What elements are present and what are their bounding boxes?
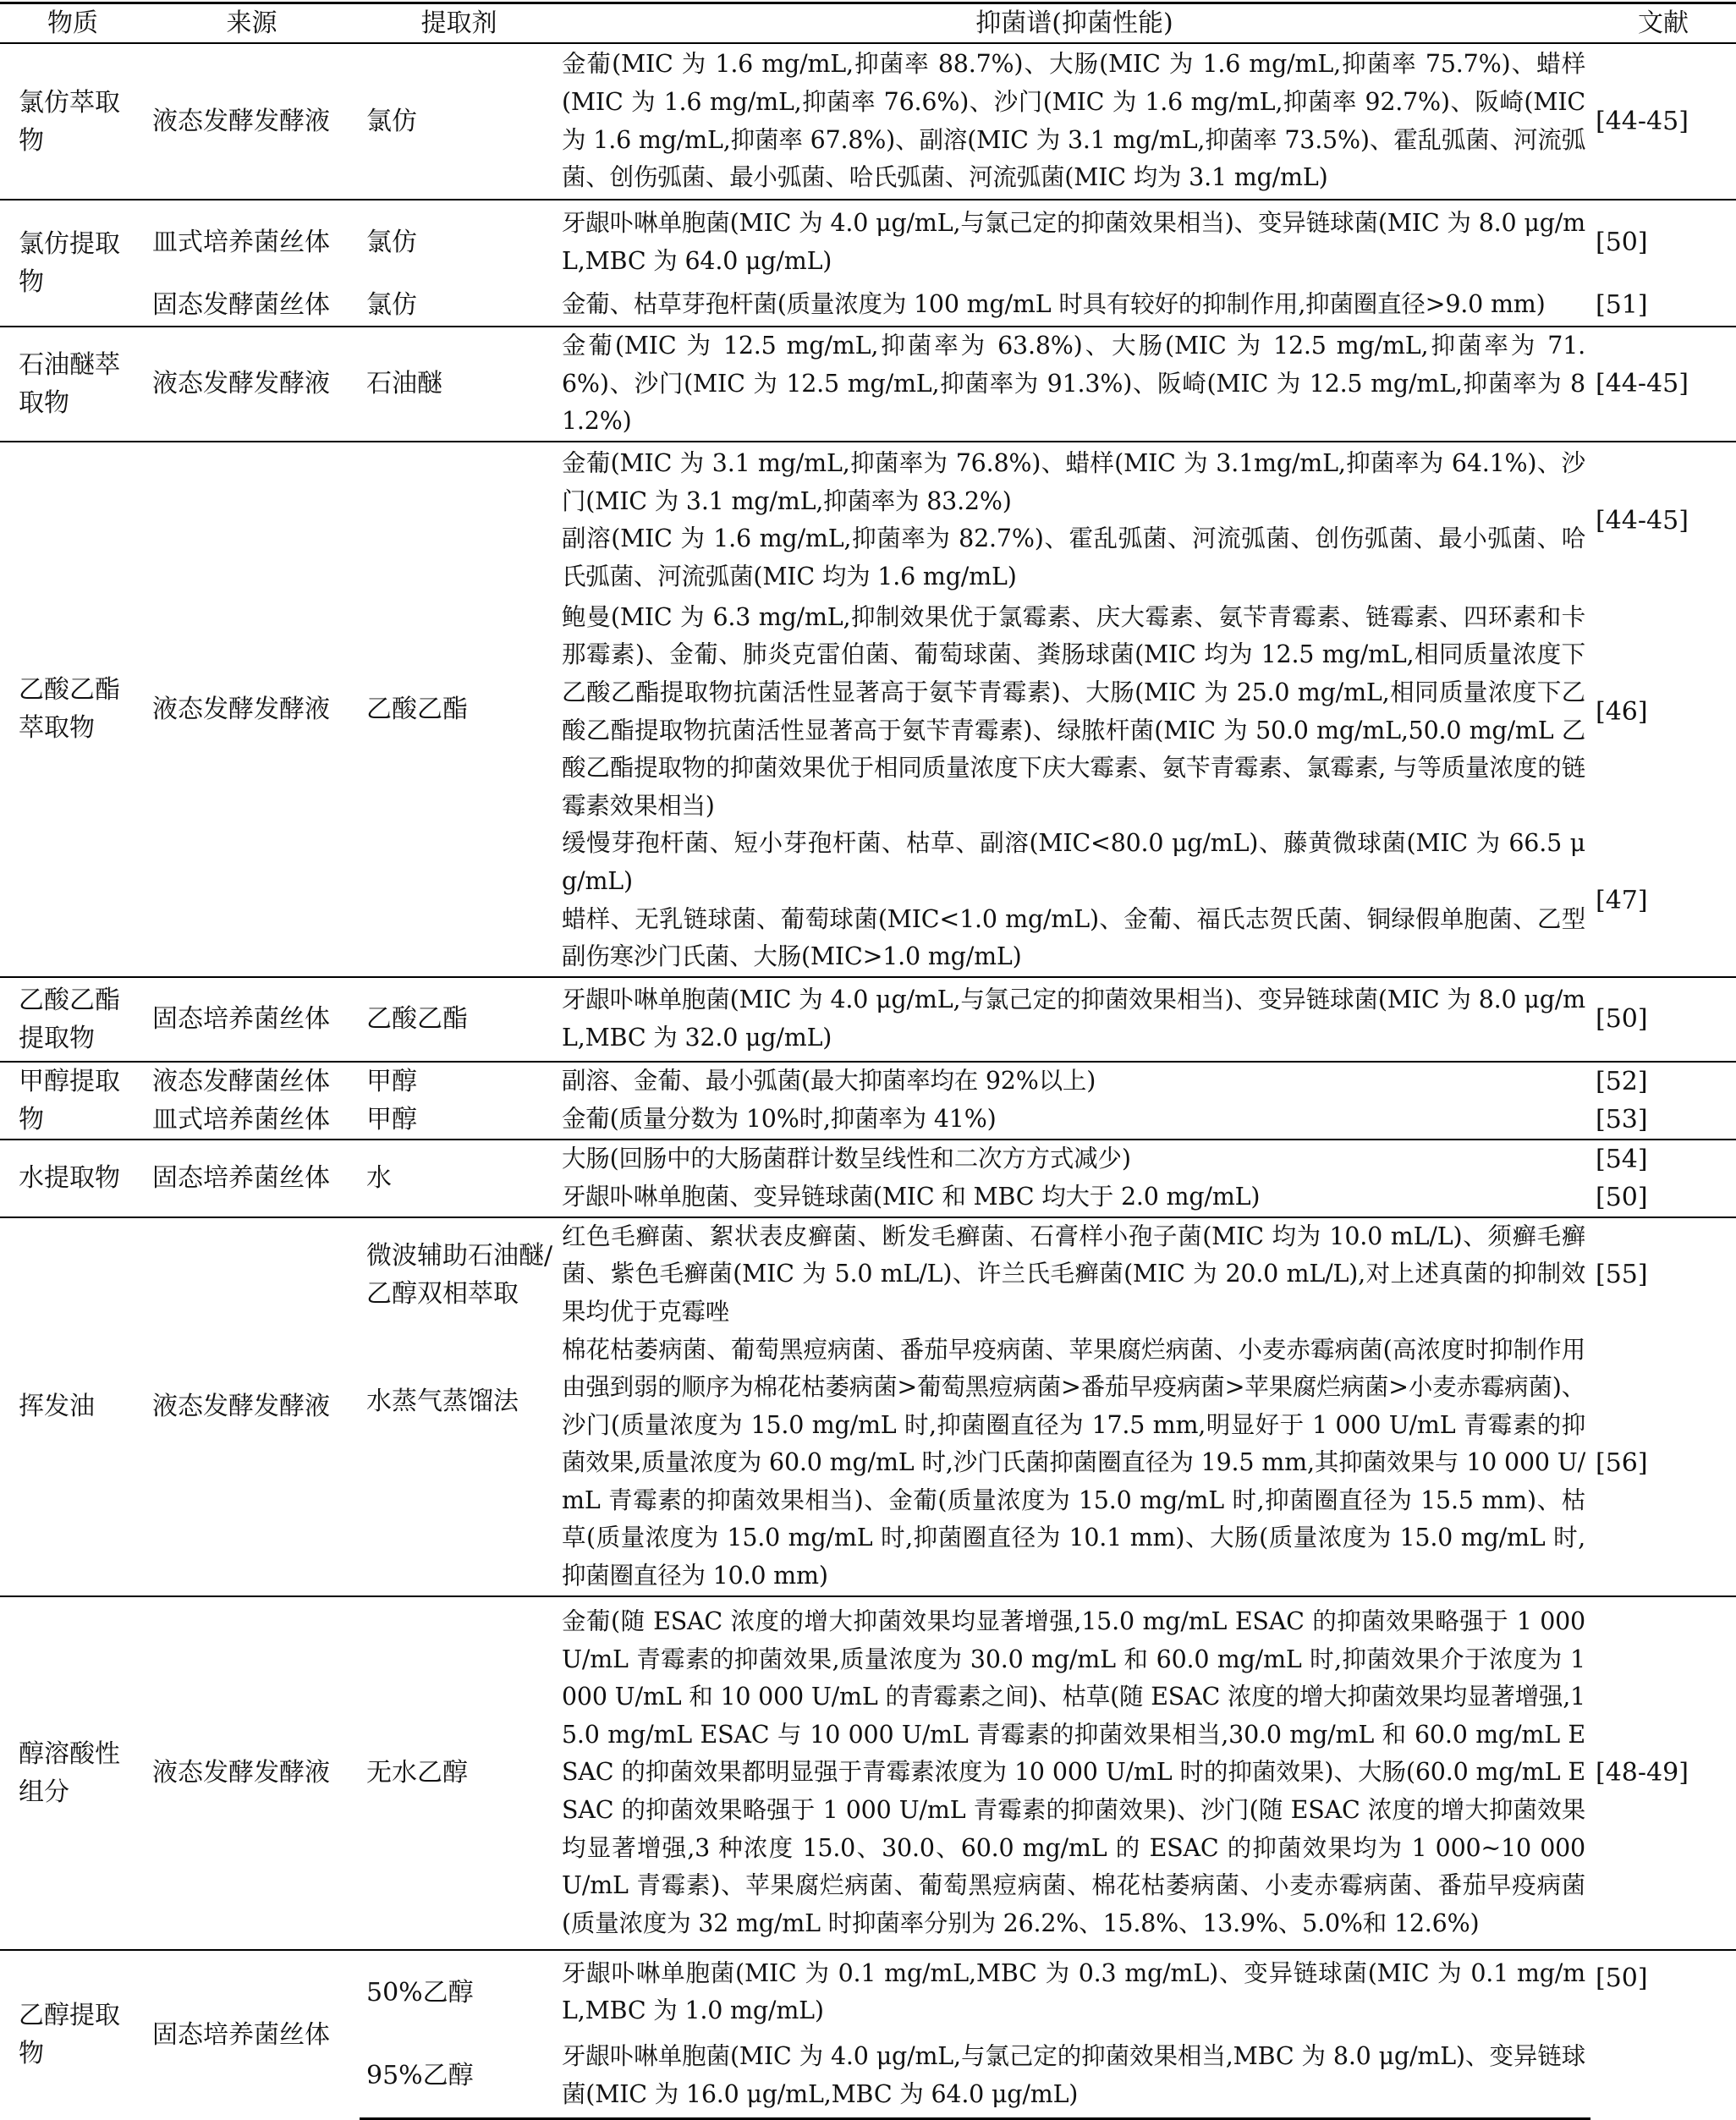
extractant-cell: 氯仿 <box>360 43 558 200</box>
substance-name: 乙酸乙酯提取物 <box>0 977 144 1062</box>
spectrum-para: 缓慢芽孢杆菌、短小芽孢杆菌、枯草、副溶(MIC<80.0 μg/mL)、藤黄微球菌(MIC 为 66.5 μg/mL) <box>562 829 1585 895</box>
reference-cell: [50] <box>1590 200 1736 284</box>
extractant-cell: 氯仿 <box>360 200 558 284</box>
spectrum-cell: 牙龈卟啉单胞菌(MIC 为 4.0 μg/mL,与氯己定的抑菌效果相当)、变异链球菌(MIC 为 8.0 μg/mL,MBC 为 32.0 μg/mL) <box>558 977 1590 1062</box>
extractant-cell: 50%乙醇 <box>360 1950 558 2035</box>
spectrum-cell: 牙龈卟啉单胞菌(MIC 为 4.0 μg/mL,与氯己定的抑菌效果相当)、变异链球菌(MIC 为 8.0 μg/mL,MBC 为 64.0 μg/mL) <box>558 200 1590 284</box>
table-row <box>0 1217 1736 1332</box>
table-row <box>0 200 1736 284</box>
spectrum-cell: 牙龈卟啉单胞菌(MIC 为 0.1 mg/mL,MBC 为 0.3 mg/mL)、变异链球菌(MIC 为 0.1 mg/mL,MBC 为 1.0 mg/mL) <box>558 1950 1590 2035</box>
extractant-cell: 石油醚 <box>360 327 558 442</box>
reference-cell: [50] <box>1590 1950 1736 2119</box>
substance-name: 乙醇提取物 <box>0 1950 144 2119</box>
source-cell: 固态发酵菌丝体 <box>152 290 330 320</box>
source-cell: 液态发酵发酵液 <box>144 327 360 442</box>
table-row <box>0 1062 1736 1101</box>
header-source: 来源 <box>144 3 360 44</box>
reference-cell: [44-45] <box>1590 442 1736 599</box>
substance-name: 挥发油 <box>0 1217 144 1596</box>
antibacterial-table <box>0 2 1736 2120</box>
reference-cell: [46] <box>1596 697 1648 728</box>
extractant-cell: 水 <box>360 1140 558 1217</box>
reference-cell: [47] <box>1596 886 1648 916</box>
extractant-cell: 甲醇 <box>360 1062 558 1101</box>
source-cell: 皿式培养菌丝体 <box>144 200 360 284</box>
source-cell: 皿式培养菌丝体 <box>152 1104 330 1134</box>
table-row <box>0 327 1736 442</box>
source-cell: 液态发酵菌丝体 <box>144 1062 360 1101</box>
table-row <box>0 1596 1736 1950</box>
substance-name: 石油醚萃取物 <box>0 327 144 442</box>
spectrum-cell: 牙龈卟啉单胞菌(MIC 为 4.0 μg/mL,与氯己定的抑菌效果相当,MBC 为 8.0 μg/mL)、变异链球菌(MIC 为 16.0 μg/mL,MBC 为 64.0 μg/mL) <box>558 2035 1590 2119</box>
reference-cell: [55] <box>1590 1217 1736 1332</box>
substance-name: 甲醇提取物 <box>0 1062 144 1140</box>
spectrum-cell: 红色毛癣菌、絮状表皮癣菌、断发毛癣菌、石膏样小孢子菌(MIC 均为 10.0 mL/L)、须癣毛癣菌、紫色毛癣菌(MIC 为 5.0 mL/L)、许兰氏毛癣菌(MIC 为 20.0 mL/L),对上述真菌的抑制效果均优于克霉唑 <box>558 1217 1590 1332</box>
header-reference: 文献 <box>1590 3 1736 44</box>
substance-name: 氯仿提取物 <box>0 200 144 327</box>
table-row <box>0 43 1736 200</box>
reference-cell: [50] <box>1596 1182 1648 1212</box>
spectrum-para: 金葡(MIC 为 3.1 mg/mL,抑菌率为 76.8%)、蜡样(MIC 为 3.1mg/mL,抑菌率为 64.1%)、沙门(MIC 为 3.1 mg/mL,抑菌率为 83.2%) <box>562 449 1585 515</box>
reference-cell: [54] <box>1590 1140 1736 1178</box>
extractant-cell: 乙酸乙酯 <box>360 977 558 1062</box>
source-cell: 液态发酵发酵液 <box>144 442 360 977</box>
source-cell: 固态培养菌丝体 <box>144 977 360 1062</box>
source-cell: 液态发酵发酵液 <box>144 1217 360 1596</box>
spectrum-cell: 大肠(回肠中的大肠菌群计数呈线性和二次方方式减少) <box>558 1140 1590 1178</box>
header-substance: 物质 <box>0 3 144 44</box>
extractant-cell: 无水乙醇 <box>360 1596 558 1950</box>
header-extractant: 提取剂 <box>360 3 558 44</box>
spectrum-cell <box>558 442 1590 599</box>
spectrum-para: 副溶(MIC 为 1.6 mg/mL,抑菌率为 82.7%)、霍乱弧菌、河流弧菌、创伤弧菌、最小弧菌、哈氏弧菌、河流弧菌(MIC 均为 1.6 mg/mL) <box>562 525 1585 590</box>
substance-name: 乙酸乙酯萃取物 <box>0 442 144 977</box>
spectrum-para: 蜡样、无乳链球菌、葡萄球菌(MIC<1.0 mg/mL)、金葡、福氏志贺氏菌、铜绿假单胞菌、乙型副伤寒沙门氏菌、大肠(MIC>1.0 mg/mL) <box>562 904 1585 971</box>
spectrum-cell: 鲍曼(MIC 为 6.3 mg/mL,抑制效果优于氯霉素、庆大霉素、氨苄青霉素、链霉素、四环素和卡那霉素)、金葡、肺炎克雷伯菌、葡萄球菌、粪肠球菌(MIC 均为 12.5 mg/mL,相同质量浓度下乙酸乙酯提取物抗菌活性显著高于氨苄青霉素)、大肠(MIC 为 25.0 mg/mL,相同质量浓度下乙酸乙酯提取物抗菌活性显著高于氨苄青霉素)、绿脓杆菌(MIC 为 50.0 mg/mL,50.0 mg/mL 乙酸乙酯提取物的抑菌效果优于相同质量浓度下庆大霉素、氨苄青霉素、氯霉素, 与等质量浓度的链霉素效果相当) <box>562 602 1585 820</box>
table-row <box>0 1101 1736 1140</box>
extractant-cell: 微波辅助石油醚/乙醇双相萃取 <box>360 1217 558 1332</box>
reference-cell: [50] <box>1590 977 1736 1062</box>
substance-name: 水提取物 <box>0 1140 144 1217</box>
source-cell: 液态发酵发酵液 <box>144 43 360 200</box>
spectrum-cell: 金葡(MIC 为 12.5 mg/mL,抑菌率为 63.8%)、大肠(MIC 为 12.5 mg/mL,抑菌率为 71.6%)、沙门(MIC 为 12.5 mg/mL,抑菌率为 91.3%)、阪崎(MIC 为 12.5 mg/mL,抑菌率为 81.2%) <box>558 327 1590 442</box>
reference-cell: [53] <box>1596 1104 1648 1134</box>
source-cell: 固态培养菌丝体 <box>144 1950 360 2119</box>
extractant-cell: 水蒸气蒸馏法 <box>366 1386 519 1416</box>
reference-cell: [44-45] <box>1590 43 1736 200</box>
extractant-cell: 95%乙醇 <box>360 2035 558 2119</box>
spectrum-cell: 金葡(MIC 为 1.6 mg/mL,抑菌率 88.7%)、大肠(MIC 为 1.6 mg/mL,抑菌率 75.7%)、蜡样(MIC 为 1.6 mg/mL,抑菌率 76.6%)、沙门(MIC 为 1.6 mg/mL,抑菌率 92.7%)、阪崎(MIC 为 1.6 mg/mL,抑菌率 67.8%)、副溶(MIC 为 3.1 mg/mL,抑菌率 73.5%)、霍乱弧菌、河流弧菌、创伤弧菌、最小弧菌、哈氏弧菌、河流弧菌(MIC 均为 3.1 mg/mL) <box>558 43 1590 200</box>
source-cell: 液态发酵发酵液 <box>144 1596 360 1950</box>
reference-cell: [48-49] <box>1590 1596 1736 1950</box>
reference-cell: [52] <box>1590 1062 1736 1101</box>
spectrum-cell: 副溶、金葡、最小弧菌(最大抑菌率均在 92%以上) <box>558 1062 1590 1101</box>
spectrum-cell <box>558 825 1590 976</box>
table-row <box>0 1950 1736 2035</box>
table-row <box>0 977 1736 1062</box>
header-spectrum: 抑菌谱(抑菌性能) <box>558 3 1590 44</box>
spectrum-cell: 牙龈卟啉单胞菌、变异链球菌(MIC 和 MBC 均大于 2.0 mg/mL) <box>562 1182 1261 1211</box>
spectrum-cell: 金葡(随 ESAC 浓度的增大抑菌效果均显著增强,15.0 mg/mL ESAC 的抑菌效果略强于 1 000 U/mL 青霉素的抑菌效果,质量浓度为 30.0 mg/mL 和 60.0 mg/mL 时,抑菌效果介于浓度为 1 000 U/mL 和 10 000 U/mL 的青霉素之间)、枯草(随 ESAC 浓度的增大抑菌效果均显著增强,15.0 mg/mL ESAC 与 10 000 U/mL 青霉素的抑菌效果相当,30.0 mg/mL 和 60.0 mg/mL ESAC 的抑菌效果都明显强于青霉素浓度为 10 000 U/mL 时的抑菌效果)、大肠(60.0 mg/mL ESAC 的抑菌效果略强于 1 000 U/mL 青霉素的抑菌效果)、沙门(随 ESAC 浓度的增大抑菌效果均显著增强,3 种浓度 15.0、30.0、60.0 mg/mL 的 ESAC 的抑菌效果均为 1 000~10 000 U/mL 青霉素)、苹果腐烂病菌、葡萄黑痘病菌、棉花枯萎病菌、小麦赤霉病菌、番茄早疫病菌(质量浓度为 32 mg/mL 时抑菌率分别为 26.2%、15.8%、13.9%、5.0%和 12.6%) <box>558 1596 1590 1950</box>
substance-name: 醇溶酸性组分 <box>0 1596 144 1950</box>
table-row <box>0 442 1736 599</box>
extractant-cell: 乙酸乙酯 <box>360 442 558 977</box>
reference-cell: [56] <box>1596 1448 1648 1479</box>
table-row <box>0 284 1736 327</box>
spectrum-cell: 金葡、枯草芽孢杆菌(质量浓度为 100 mg/mL 时具有较好的抑制作用,抑菌圈直径>9.0 mm) <box>562 290 1546 319</box>
extractant-cell: 氯仿 <box>366 290 417 320</box>
substance-name: 氯仿萃取物 <box>0 43 144 200</box>
spectrum-cell: 棉花枯萎病菌、葡萄黑痘病菌、番茄早疫病菌、苹果腐烂病菌、小麦赤霉病菌(高浓度时抑制作用由强到弱的顺序为棉花枯萎病菌>葡萄黑痘病菌>番茄早疫病菌>苹果腐烂病菌>小麦赤霉病菌)、沙门(质量浓度为 15.0 mg/mL 时,抑菌圈直径为 17.5 mm,明显好于 1 000 U/mL 青霉素的抑菌效果,质量浓度为 60.0 mg/mL 时,沙门氏菌抑菌圈直径为 19.5 mm,其抑菌效果与 10 000 U/mL 青霉素的抑菌效果相当)、金葡(质量浓度为 15.0 mg/mL 时,抑菌圈直径为 15.5 mm)、枯草(质量浓度为 15.0 mg/mL 时,抑菌圈直径为 10.1 mm)、大肠(质量浓度为 15.0 mg/mL 时,抑菌圈直径为 10.0 mm) <box>562 1335 1585 1590</box>
header-row <box>0 3 1736 44</box>
table-row <box>0 1140 1736 1178</box>
reference-cell: [51] <box>1596 290 1648 320</box>
extractant-cell: 甲醇 <box>366 1104 417 1134</box>
source-cell: 固态培养菌丝体 <box>144 1140 360 1217</box>
spectrum-cell: 金葡(质量分数为 10%时,抑菌率为 41%) <box>562 1104 997 1133</box>
reference-cell: [44-45] <box>1590 327 1736 442</box>
